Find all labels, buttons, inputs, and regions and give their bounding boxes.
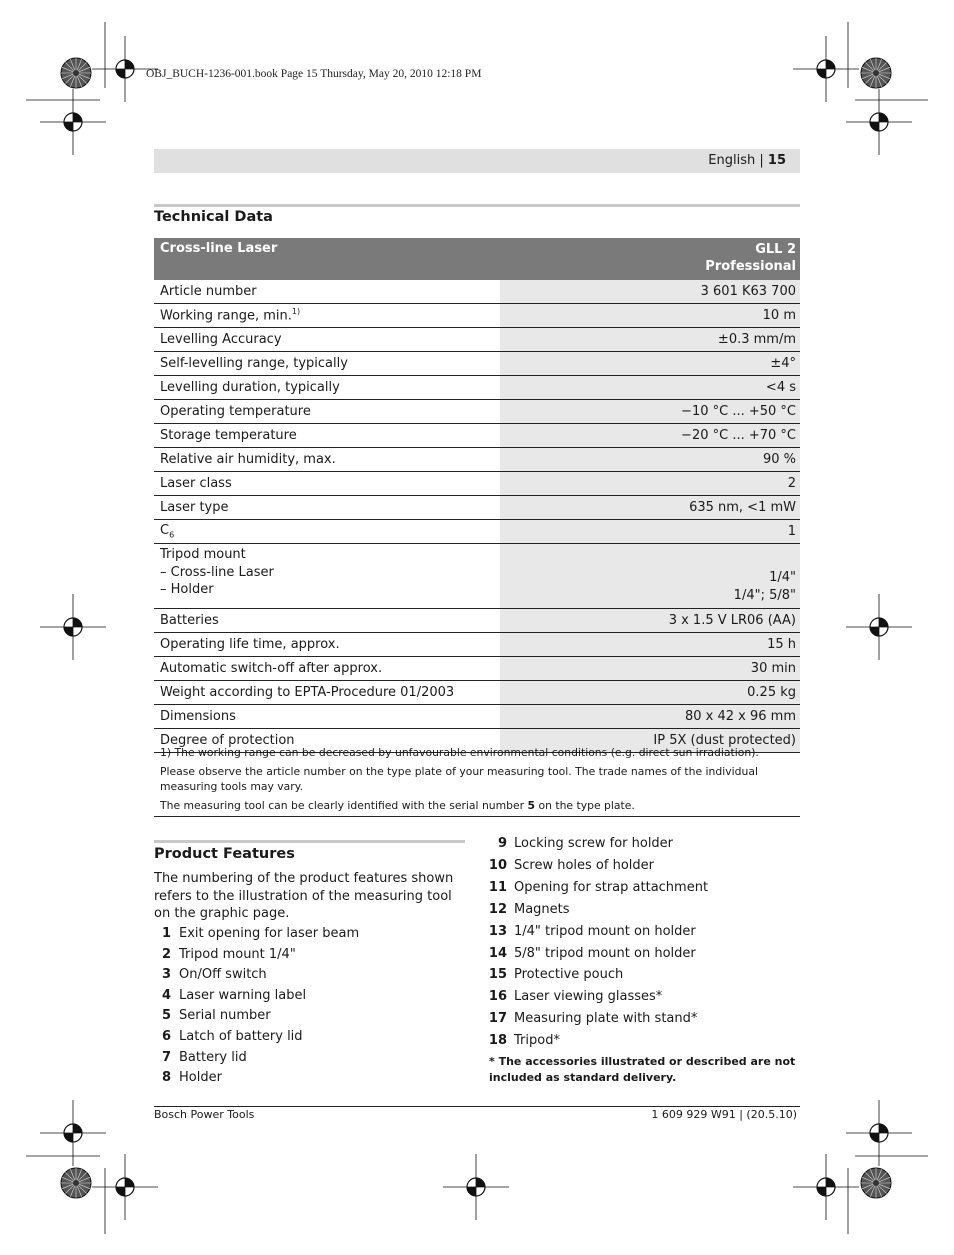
feature-label: Protective pouch bbox=[514, 967, 624, 983]
page-separator: | bbox=[755, 153, 768, 168]
feature-label: Locking screw for holder bbox=[514, 836, 674, 851]
footer-doc-number: 1 609 929 W91 | (20.5.10) bbox=[651, 1108, 797, 1121]
spec-value: 3 x 1.5 V LR06 (AA) bbox=[500, 609, 800, 633]
table-row bbox=[154, 681, 800, 705]
model-line-2: Professional bbox=[705, 259, 796, 274]
section-rule bbox=[154, 204, 800, 207]
table-row bbox=[154, 520, 800, 544]
spec-value: 3 601 K63 700 bbox=[500, 280, 800, 304]
serial-number-note: The measuring tool can be clearly identified with the serial number 5 on the type plate. bbox=[160, 799, 635, 812]
technical-data-heading: Technical Data bbox=[154, 209, 273, 225]
spec-value: 80 x 42 x 96 mm bbox=[500, 705, 800, 729]
feature-label: Holder bbox=[179, 1070, 222, 1086]
table-row bbox=[154, 705, 800, 729]
table-row bbox=[154, 280, 800, 304]
spec-label: Weight according to EPTA-Procedure 01/2003 bbox=[154, 681, 500, 705]
table-row bbox=[154, 424, 800, 448]
feature-label: Tripod mount 1/4" bbox=[179, 946, 296, 962]
footer-rule bbox=[154, 1106, 800, 1107]
spec-label: Storage temperature bbox=[154, 424, 500, 448]
spec-value: 0.25 kg bbox=[500, 681, 800, 705]
feature-label: Laser warning label bbox=[179, 987, 307, 1003]
footnote-working-range: 1) The working range can be decreased by unfavourable environmental conditions (e.g. direct sun irradiation). bbox=[160, 746, 759, 759]
feature-number: 12 bbox=[488, 901, 507, 917]
spec-label: Article number bbox=[154, 280, 500, 304]
spec-value: ±0.3 mm/m bbox=[500, 328, 800, 352]
feature-number: 11 bbox=[488, 879, 507, 895]
table-row bbox=[154, 400, 800, 424]
table-row bbox=[154, 448, 800, 472]
table-row bbox=[154, 376, 800, 400]
feature-number: 4 bbox=[161, 987, 171, 1003]
spec-value: IP 5X (dust protected) bbox=[500, 729, 800, 753]
feature-number: 10 bbox=[488, 857, 507, 873]
feature-number: 1 bbox=[161, 926, 171, 941]
spec-label: Self-levelling range, typically bbox=[154, 352, 500, 376]
feature-number: 14 bbox=[488, 945, 507, 961]
product-features-intro: The numbering of the product features shown refers to the illustration of the measuring tool on the graphic page. bbox=[154, 871, 454, 921]
spec-label: Tripod mount – Cross-line Laser – Holder bbox=[154, 544, 500, 609]
spec-value: 2 bbox=[500, 472, 800, 496]
feature-number: 7 bbox=[161, 1049, 171, 1065]
feature-number: 3 bbox=[161, 967, 171, 983]
spec-label: Laser type bbox=[154, 496, 500, 520]
table-row bbox=[154, 657, 800, 681]
feature-label: Magnets bbox=[514, 901, 570, 917]
spec-label: Dimensions bbox=[154, 705, 500, 729]
spec-label: Operating temperature bbox=[154, 400, 500, 424]
section-rule bbox=[154, 840, 465, 843]
feature-number: 16 bbox=[488, 989, 507, 1005]
table-header-product: Cross-line Laser bbox=[154, 238, 500, 280]
spec-label: Batteries bbox=[154, 609, 500, 633]
spec-value: 30 min bbox=[500, 657, 800, 681]
feature-label: Opening for strap attachment bbox=[514, 879, 709, 895]
page-header-band bbox=[154, 149, 800, 173]
spec-label: Levelling duration, typically bbox=[154, 376, 500, 400]
feature-label: Measuring plate with stand* bbox=[514, 1011, 698, 1027]
spec-value: −10 °C ... +50 °C bbox=[500, 400, 800, 424]
spec-value: ±4° bbox=[500, 352, 800, 376]
table-header-row bbox=[154, 238, 800, 280]
feature-number: 15 bbox=[488, 967, 507, 983]
feature-label: Serial number bbox=[179, 1008, 271, 1024]
page-number: 15 bbox=[767, 153, 786, 168]
feature-label: Battery lid bbox=[179, 1049, 247, 1065]
feature-label: Screw holes of holder bbox=[514, 857, 654, 873]
table-header-model bbox=[500, 238, 800, 280]
table-notes bbox=[160, 745, 800, 817]
feature-label: 1/4" tripod mount on holder bbox=[514, 923, 696, 939]
spec-label: Degree of protection bbox=[154, 729, 500, 753]
spec-label: Relative air humidity, max. bbox=[154, 448, 500, 472]
spec-value: 1/4" 1/4"; 5/8" bbox=[500, 544, 800, 609]
spec-value: 635 nm, <1 mW bbox=[500, 496, 800, 520]
product-features-heading: Product Features bbox=[154, 846, 295, 862]
spec-value: 1 bbox=[500, 520, 800, 544]
feature-number: 18 bbox=[488, 1033, 507, 1049]
spec-label: Levelling Accuracy bbox=[154, 328, 500, 352]
feature-number: 6 bbox=[161, 1029, 171, 1044]
feature-number: 2 bbox=[161, 946, 171, 962]
table-row bbox=[154, 633, 800, 657]
footer-publisher: Bosch Power Tools bbox=[154, 1108, 255, 1121]
feature-number: 9 bbox=[497, 836, 507, 851]
spec-label: Automatic switch-off after approx. bbox=[154, 657, 500, 681]
notes-rule bbox=[154, 816, 800, 817]
spec-label: Operating life time, approx. bbox=[154, 633, 500, 657]
feature-label: Exit opening for laser beam bbox=[179, 926, 360, 941]
table-row bbox=[154, 609, 800, 633]
spec-value: 10 m bbox=[500, 304, 800, 328]
model-line-1: GLL 2 bbox=[755, 242, 796, 257]
page-language: English bbox=[708, 153, 756, 168]
spec-label: Laser class bbox=[154, 472, 500, 496]
feature-label: Laser viewing glasses* bbox=[514, 989, 663, 1005]
table-row bbox=[154, 472, 800, 496]
accessories-note: * The accessories illustrated or described are not included as standard delivery. bbox=[489, 1055, 796, 1084]
table-row bbox=[154, 544, 800, 609]
spec-label: Working range, min.$^{1)}$ bbox=[154, 304, 500, 328]
feature-number: 8 bbox=[161, 1070, 171, 1086]
table-row bbox=[154, 352, 800, 376]
print-header: OBJ_BUCH-1236-001.book Page 15 Thursday, May 20, 2010 12:18 PM bbox=[146, 68, 482, 80]
feature-label: Tripod* bbox=[514, 1033, 560, 1049]
table-row bbox=[154, 304, 800, 328]
spec-value: <4 s bbox=[500, 376, 800, 400]
feature-number: 5 bbox=[161, 1008, 171, 1024]
feature-number: 17 bbox=[488, 1011, 507, 1027]
table-row bbox=[154, 496, 800, 520]
spec-value: 90 % bbox=[500, 448, 800, 472]
article-number-note: Please observe the article number on the type plate of your measuring tool. The trade names of the individual measuring tools may vary. bbox=[160, 765, 758, 793]
table-row bbox=[154, 328, 800, 352]
page-label bbox=[708, 153, 786, 168]
spec-value: −20 °C ... +70 °C bbox=[500, 424, 800, 448]
feature-label: 5/8" tripod mount on holder bbox=[514, 945, 696, 961]
technical-data-table bbox=[154, 238, 800, 753]
spec-label: $C_6$ bbox=[154, 520, 500, 544]
feature-number: 13 bbox=[488, 923, 507, 939]
feature-label: On/Off switch bbox=[179, 967, 267, 983]
spec-value: 15 h bbox=[500, 633, 800, 657]
feature-label: Latch of battery lid bbox=[179, 1029, 303, 1044]
